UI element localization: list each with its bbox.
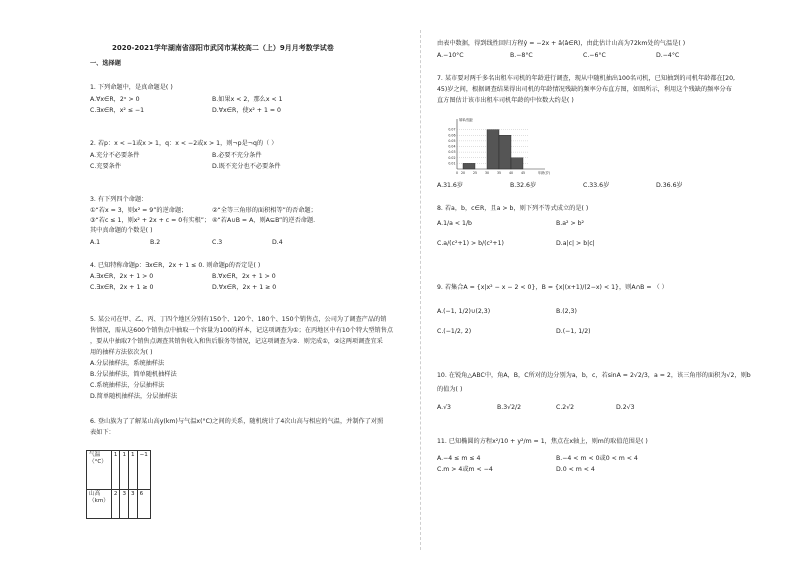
- q4-option-a: A.∃x∈R，2x + 1 > 0: [90, 273, 154, 280]
- x-tick-label: 20: [460, 171, 466, 175]
- question-3: 3. 有下列四个命题：: [90, 196, 148, 203]
- question-4: 4. 已知特称命题p：∃x∈R，2x + 1 ≤ 0. 则命题p的否定是( ): [90, 262, 261, 269]
- x-tick-label: 45: [520, 171, 526, 175]
- table-header-cell: 山高（km）: [87, 490, 112, 519]
- q1-option-b: B.如果x < 2，那么x < 1: [212, 96, 283, 103]
- q3-item-2: ②“全等三角形的面积相等”的否命题；: [212, 207, 317, 214]
- q8-option-a: A.1/a < 1/b: [437, 220, 472, 227]
- q10-option-a: A.√3: [437, 404, 451, 411]
- q4-option-d: D.∀x∈R，2x + 1 ≥ 0: [212, 284, 277, 291]
- table-cell: 1: [111, 451, 120, 490]
- q3-item-3: ③“若c ≤ 1，则x² + 2x + c = 0有实根”；: [90, 217, 211, 224]
- question-7-line-3: 直方图估计该市出租车司机年龄的中位数大约是( ): [437, 97, 574, 104]
- q3-option-d: D.4: [272, 239, 283, 246]
- question-6-continued: 由表中数据，得到线性回归方程ŷ = −2x + â(â∈R)，由此估计山高为72km处的气温是( ): [437, 40, 686, 47]
- q3-question-tail: 其中真命题的个数是( ): [90, 227, 153, 234]
- data-table: [86, 450, 151, 519]
- histogram-bar: [463, 163, 475, 169]
- q3-option-a: A.1: [90, 239, 101, 246]
- x-tick-label: 40: [508, 171, 514, 175]
- exam-title: 2020-2021学年湖南省邵阳市武冈市某校高二（上）9月月考数学试卷: [112, 44, 334, 52]
- question-5-line-4: 用的抽样方法依次为( ): [90, 349, 153, 356]
- x-tick-label: 0: [455, 171, 459, 175]
- q9-option-b: B.(2,3): [556, 308, 577, 315]
- table-cell: 2: [111, 490, 120, 519]
- table-header-cell: 气温（°C）: [87, 451, 112, 490]
- q1-option-c: C.∃x∈R，x² ≤ −1: [90, 107, 145, 114]
- y-tick-label: 0.04: [448, 144, 456, 149]
- question-10: 10. 在锐角△ABC中，角A，B，C所对的边分别为a，b，c，若sinA = 2√2/3，a = 2，该三角形的面积为√2，则b: [437, 372, 751, 379]
- y-axis-label: 频率/组距: [459, 118, 473, 122]
- q7-option-d: D.36.6岁: [656, 182, 683, 189]
- table-cell: 1: [129, 451, 138, 490]
- q2-option-b: B.必要不充分条件: [212, 152, 262, 159]
- q9-option-d: D.(−1, 1/2): [556, 328, 591, 335]
- question-10-tail: 的值为( ): [437, 386, 463, 393]
- question-2: 2. 若p：x < −1或x > 1，q：x < −2或x > 1，则¬p是¬q的（ ）: [90, 140, 278, 147]
- question-1: 1. 下列命题中，是真命题是( ): [90, 84, 173, 91]
- q10-option-b: B.3√2/2: [497, 404, 522, 411]
- q7-option-a: A.31.6岁: [437, 182, 464, 189]
- question-11: 11. 已知椭圆的方程x²/10 + y²/m = 1，焦点在x轴上，则m的取值范围是( ): [437, 438, 648, 445]
- q7-option-c: C.33.6岁: [583, 182, 610, 189]
- q1-option-a: A.∀x∈R，2ˣ > 0: [90, 96, 140, 103]
- histogram-bar: [511, 158, 523, 169]
- q3-option-b: B.2: [150, 239, 161, 246]
- q7-option-b: B.32.6岁: [510, 182, 537, 189]
- q5-option-b: B.分层抽样法，简单随机抽样法: [90, 371, 177, 378]
- table-cell: 1: [120, 451, 129, 490]
- q5-option-a: A.分层抽样法，系统抽样法: [90, 360, 165, 367]
- y-tick-label: 0.05: [448, 138, 456, 143]
- q11-option-d: D.0 < m < 4: [556, 466, 595, 473]
- q2-option-a: A.充分不必要条件: [90, 152, 140, 159]
- y-tick-label: 0.07: [448, 127, 456, 132]
- q11-option-a: A.−4 ≤ m ≤ 4: [437, 455, 481, 462]
- q6-option-b: B.−8°C: [510, 52, 533, 59]
- q3-item-4: ④“若A∪B = A，则A⊆B”的逆否命题.: [212, 217, 316, 224]
- table-row: [87, 451, 151, 490]
- x-tick-label: 35: [496, 171, 502, 175]
- q5-option-d: D.简单随机抽样法，分层抽样法: [90, 393, 178, 400]
- y-tick-label: 0.06: [448, 133, 456, 138]
- q11-option-b: B.−4 < m < 0或0 < m < 4: [556, 455, 638, 462]
- q2-option-d: D.既不充分也不必要条件: [212, 163, 281, 170]
- table-row: [87, 490, 151, 519]
- q6-option-a: A.−10°C: [437, 52, 464, 59]
- q8-option-c: C.a/(c²+1) > b/(c²+1): [437, 240, 504, 247]
- q9-option-c: C.(−1/2, 2): [437, 328, 472, 335]
- q1-option-d: D.∀x∈R，使x² + 1 = 0: [212, 107, 281, 114]
- x-axis-label: 年龄(岁): [538, 171, 551, 175]
- table-cell: −1: [137, 451, 150, 490]
- x-tick-label: 25: [472, 171, 478, 175]
- q5-option-c: C.系统抽样法，分层抽样法: [90, 382, 165, 389]
- q11-option-c: C.m > 4或m < −4: [437, 466, 493, 473]
- q4-option-c: C.∃x∈R，2x + 1 ≥ 0: [90, 284, 154, 291]
- q4-option-b: B.∀x∈R，2x + 1 > 0: [212, 273, 276, 280]
- question-7-line-2: 45)岁之间，根据调查结果得出司机的年龄情况残缺的频率分布直方图，如图所示，利用这个残缺的频率分布: [437, 86, 732, 93]
- table-cell: 6: [137, 490, 150, 519]
- q2-option-c: C.充要条件: [90, 163, 122, 170]
- y-tick-label: 0.02: [448, 155, 456, 160]
- y-tick-label: 0.01: [448, 161, 456, 166]
- question-9: 9. 若集合A = {x|x² − x − 2 < 0}，B = {x|(x+1)/(2−x) < 1}，则A∩B = （ ）: [437, 284, 668, 291]
- question-8: 8. 若a，b，c∈R，且a > b，则下列不等式成立的是( ): [437, 205, 589, 212]
- question-7-line-1: 7. 某市要对两千多名出租车司机的年龄进行调查，现从中随机抽出100名司机，已知抽到的司机年龄都在[20,: [437, 75, 735, 82]
- q3-item-1: ①“若x = 3，则x² = 9”的逆命题；: [90, 207, 188, 214]
- table-cell: 3: [129, 490, 138, 519]
- q10-option-d: D.2√3: [616, 404, 635, 411]
- histogram-bar: [487, 130, 499, 169]
- q10-option-c: C.2√2: [556, 404, 575, 411]
- section-heading: 一、选择题: [90, 60, 121, 67]
- q8-option-d: D.a|c| > b|c|: [556, 240, 595, 247]
- question-6-line-2: 表如下：: [90, 429, 115, 436]
- q6-option-d: D.−4°C: [656, 52, 680, 59]
- question-5-line-3: ，要从中抽取7个销售点调查其销售收入和售后服务等情况，记这项调查为②．则完成①，②这两项调查宜采: [90, 338, 383, 345]
- y-tick-label: 0.03: [448, 150, 456, 155]
- q3-option-c: C.3: [212, 239, 223, 246]
- q8-option-b: B.a² > b²: [556, 220, 585, 227]
- histogram-bar: [499, 135, 511, 169]
- question-5-line-2: 售情况，需从这600个销售点中抽取一个容量为100的样本，记这项调查为①；在丙地区中有10个特大型销售点: [90, 327, 394, 334]
- x-tick-label: 30: [484, 171, 490, 175]
- table-cell: 3: [120, 490, 129, 519]
- q9-option-a: A.(−1, 1/2)∪(2,3): [437, 308, 491, 315]
- question-5-line-1: 5. 某公司在甲、乙、丙、丁四个地区分别有150个、120个、180个、150个销售点，公司为了调查产品的销: [90, 316, 387, 323]
- question-6-line-1: 6. 登山族为了了解某山高y(km)与气温x(°C)之间的关系，随机统计了4次山高与相应的气温，并制作了对照: [90, 418, 384, 425]
- histogram-chart: [437, 116, 551, 178]
- q6-option-c: C.−6°C: [583, 52, 606, 59]
- column-divider: [420, 30, 421, 550]
